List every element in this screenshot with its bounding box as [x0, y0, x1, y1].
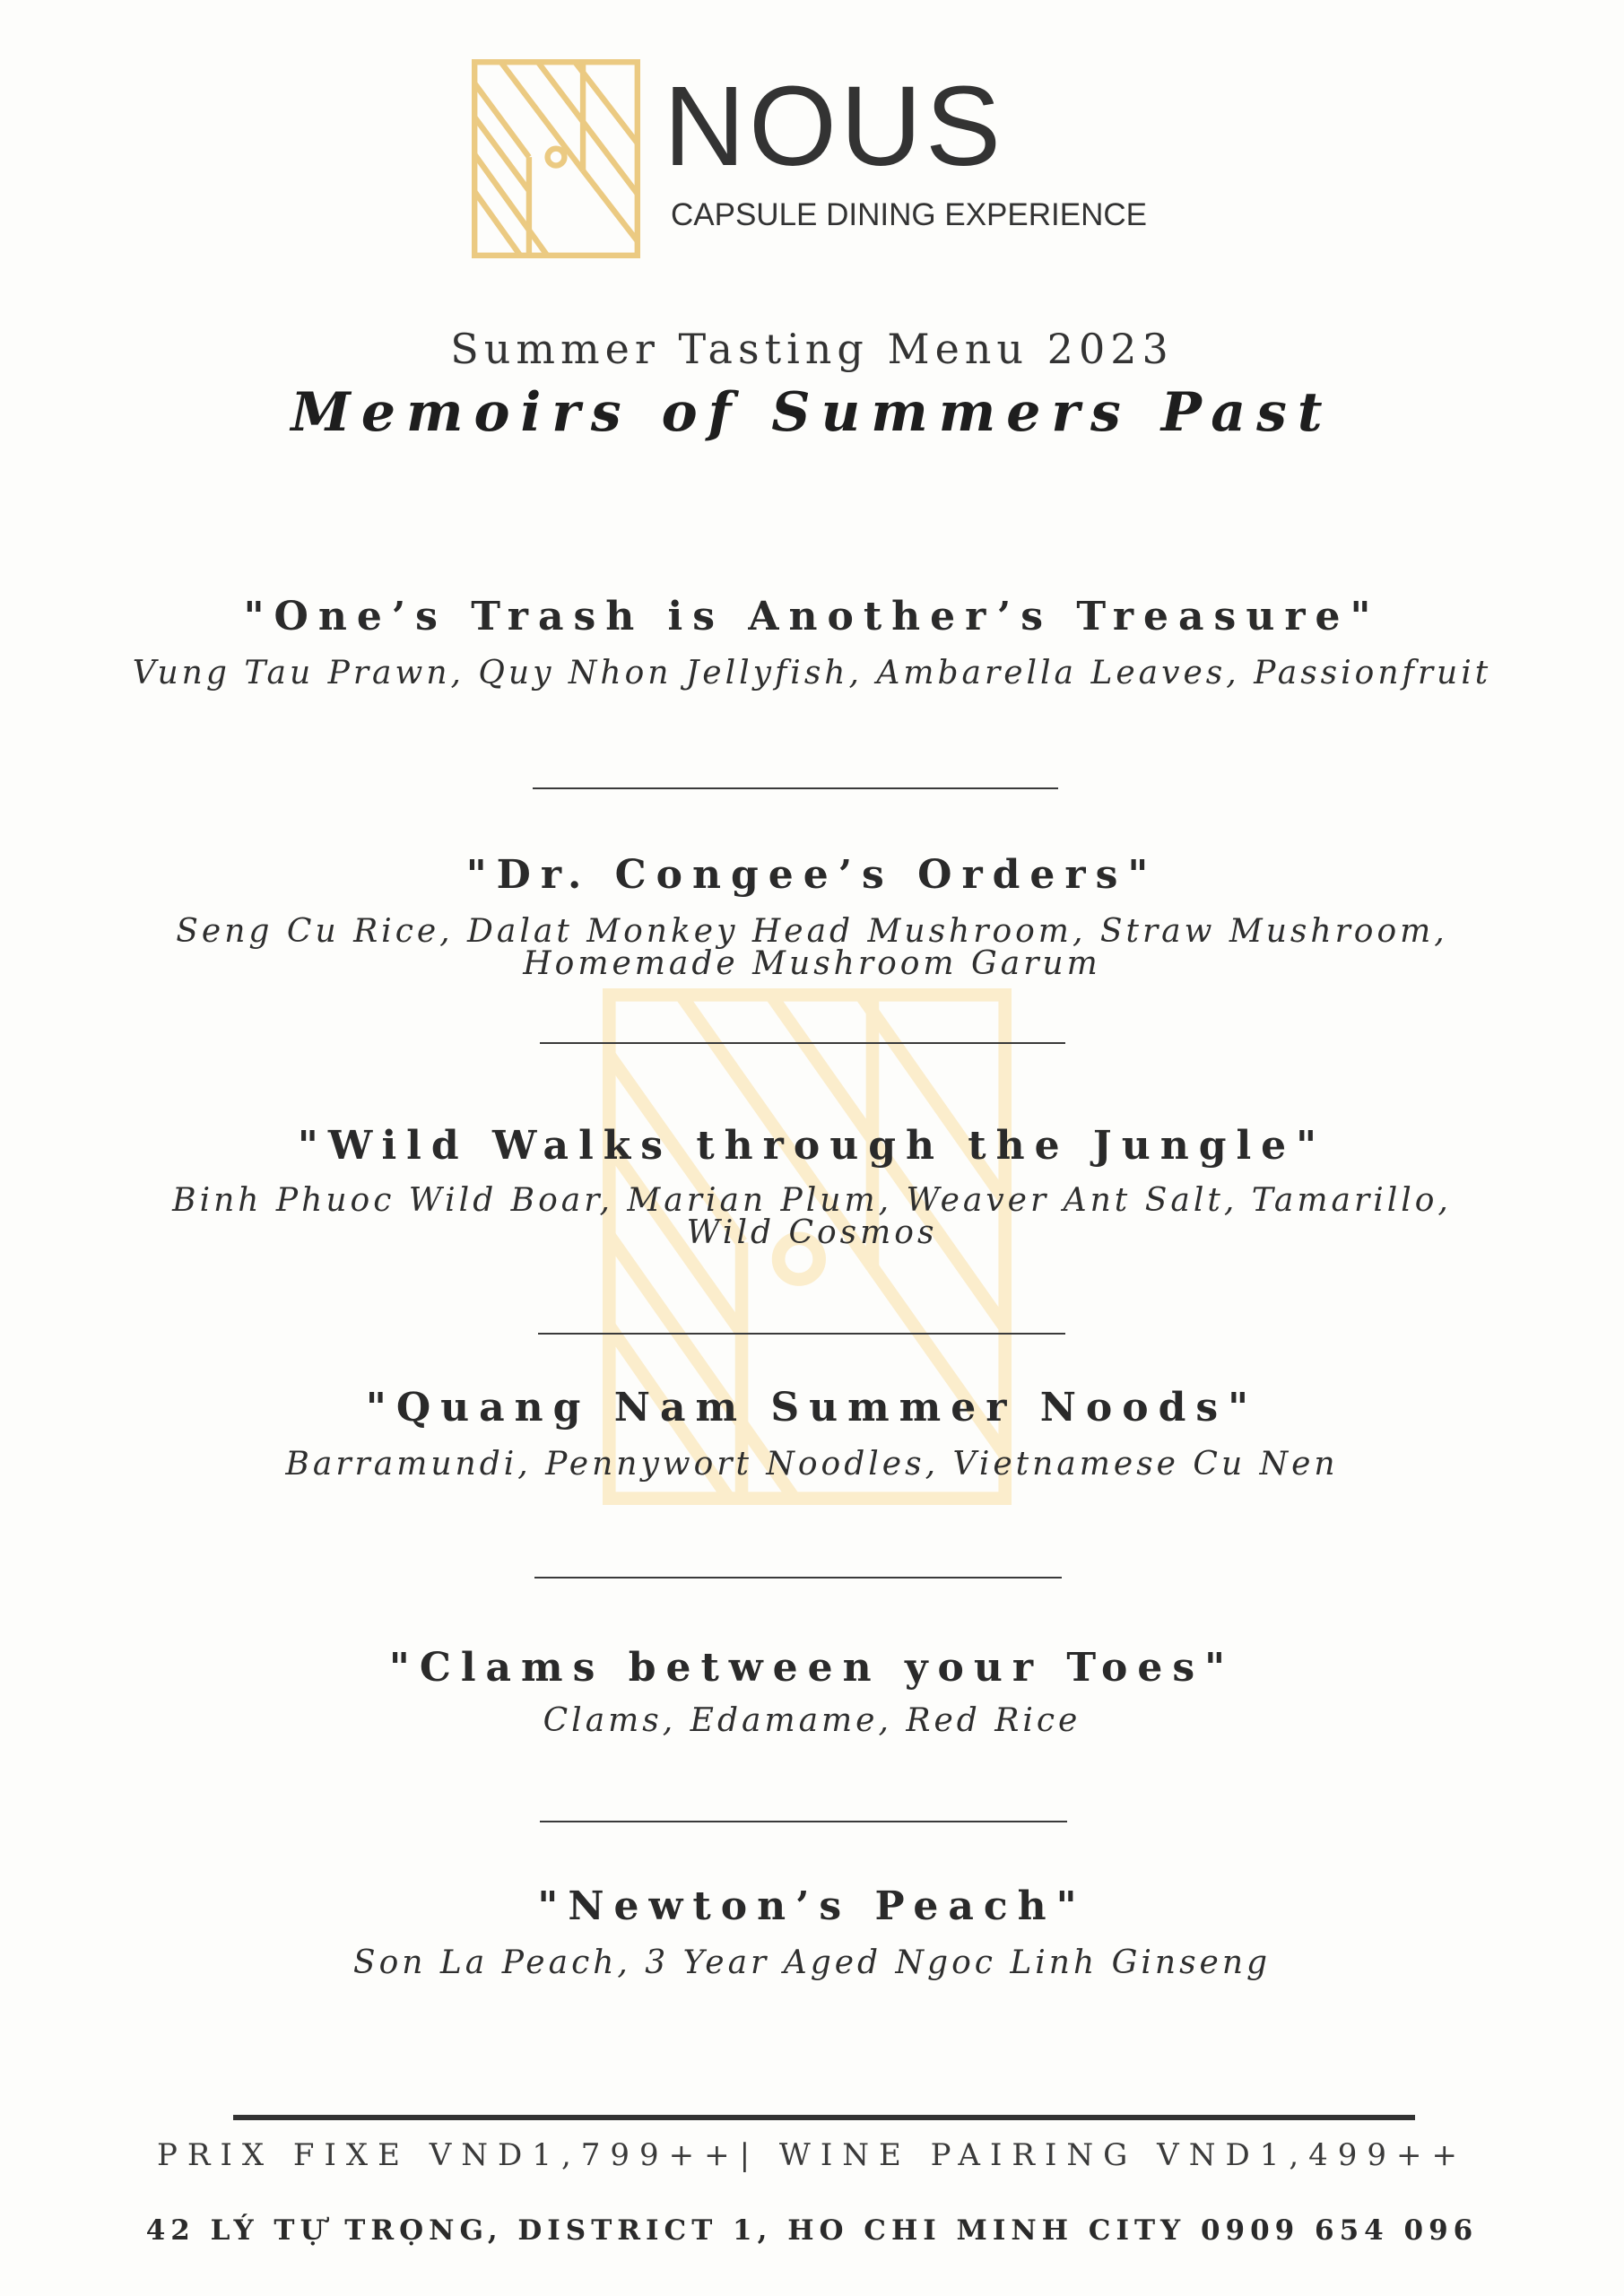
course-name: "Clams between your Toes"	[388, 1645, 1236, 1691]
course-description: Wild Cosmos	[686, 1214, 938, 1251]
course-description: Vung Tau Prawn, Quy Nhon Jellyfish, Ambarella Leaves, Passionfruit	[132, 655, 1492, 691]
course-description: Barramundi, Pennywort Noodles, Vietnamese Cu Nen	[285, 1446, 1339, 1483]
brand-name: NOUS	[664, 63, 1005, 189]
menu-subtitle: Summer Tasting Menu 2023	[450, 325, 1174, 373]
course-name: "Newton’s Peach"	[537, 1883, 1087, 1929]
course-description: Clams, Edamame, Red Rice	[543, 1702, 1081, 1739]
nous-n-monogram-icon	[472, 59, 640, 258]
course-description: Binh Phuoc Wild Boar, Marian Plum, Weaver Ant Salt, Tamarillo,	[172, 1182, 1452, 1219]
address-line: 42 LÝ TỰ TRỌNG, DISTRICT 1, HO CHI MINH CITY 0909 654 096	[145, 2214, 1479, 2247]
course-divider	[540, 1042, 1065, 1044]
course-name: "One’s Trash is Another’s Treasure"	[243, 594, 1381, 639]
course-name: "Quang Nam Summer Noods"	[365, 1385, 1259, 1431]
footer-rule	[233, 2115, 1415, 2120]
pricing-line: PRIX FIXE VND1,799++| WINE PAIRING VND1,499++	[156, 2137, 1468, 2173]
course-name: "Dr. Congee’s Orders"	[465, 852, 1159, 898]
menu-title: Memoirs of Summers Past	[291, 381, 1333, 444]
brand-tagline: CAPSULE DINING EXPERIENCE	[671, 197, 1147, 232]
course-description: Seng Cu Rice, Dalat Monkey Head Mushroom, Straw Mushroom,	[176, 913, 1448, 950]
course-divider	[540, 1821, 1067, 1822]
course-description: Homemade Mushroom Garum	[523, 945, 1101, 982]
course-name: "Wild Walks through the Jungle"	[297, 1123, 1327, 1169]
course-divider	[534, 1577, 1062, 1578]
course-description: Son La Peach, 3 Year Aged Ngoc Linh Ginseng	[352, 1944, 1272, 1981]
course-divider	[538, 1333, 1065, 1335]
course-divider	[533, 787, 1058, 789]
